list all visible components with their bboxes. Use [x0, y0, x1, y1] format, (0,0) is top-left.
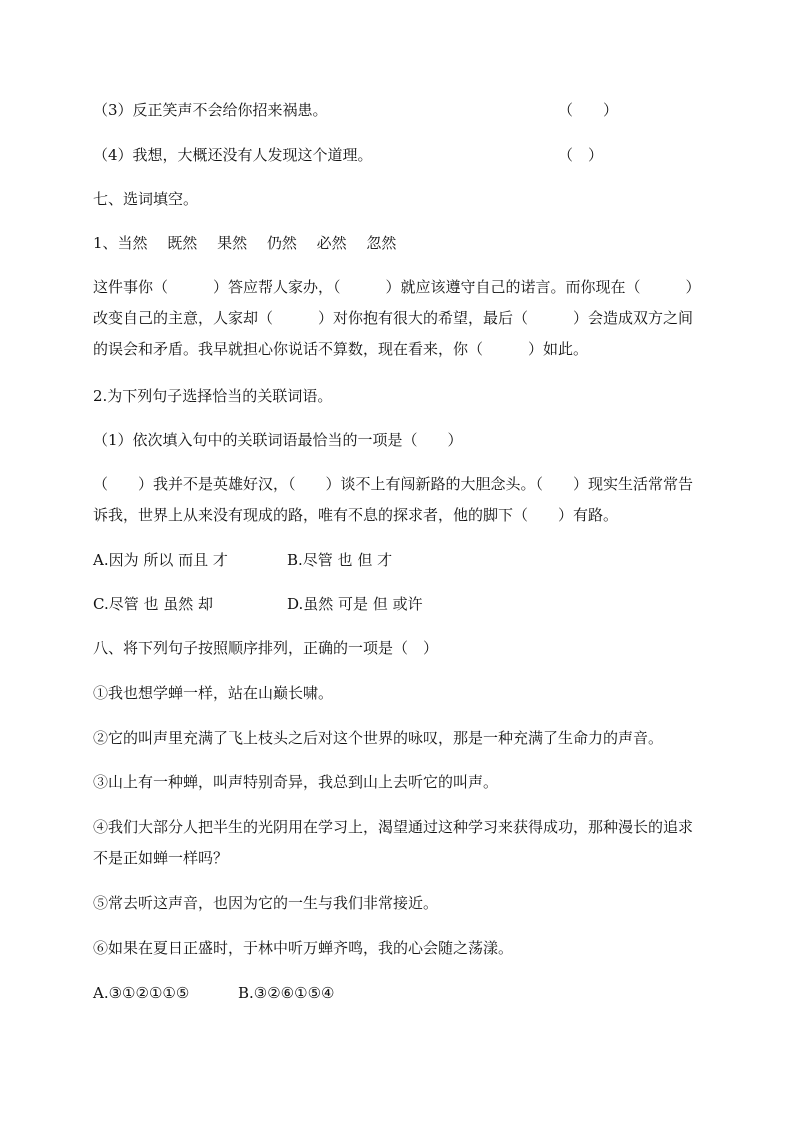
q8-sentence-1: ①我也想学蝉一样，站在山巅长啸。: [93, 684, 334, 702]
q8-sentence-2: ②它的叫声里充满了飞上枝头之后对这个世界的咏叹，那是一种充满了生命力的声音。: [93, 729, 664, 747]
q8-heading: 八、将下列句子按照顺序排列，正确的一项是（ ）: [93, 639, 439, 657]
q8-sentence-3: ③山上有一种蝉，叫声特别奇异，我总到山上去听它的叫声。: [93, 773, 499, 791]
q7-heading: 七、选词填空。: [93, 190, 199, 208]
q8-sentence-4: ④我们大部分人把半生的光阴用在学习上，渴望通过这种学习来获得成功，那种漫长的追求不是正如蝉一样吗？: [93, 818, 694, 867]
q6-item4: （4）我想，大概还没有人发现这个道理。: [93, 146, 373, 164]
q8-option-a: A.③①②①①⑤: [93, 984, 190, 1002]
q7-sub1-sentence: （ ）我并不是英雄好汉，（ ）谈不上有闯新路的大胆念头。（ ）现实生活常常告诉我，世界上从来没有现成的路，唯有不息的探求者，他的脚下（ ）有路。: [93, 475, 694, 524]
q6-item4-answer-blank: （ ）: [558, 146, 604, 164]
q7-part2-heading: 2.为下列句子选择恰当的关联词语。: [93, 387, 333, 405]
q8-sentence-5: ⑤常去听这声音，也因为它的一生与我们非常接近。: [93, 894, 439, 912]
q7-option-a: A.因为 所以 而且 才: [93, 551, 228, 569]
q7-sub1-question: （1）依次填入句中的关联词语最恰当的一项是（ ）: [93, 431, 463, 449]
q6-item3-answer-blank: （ ）: [558, 101, 619, 119]
q8-sentence-6: ⑥如果在夏日正盛时，于林中听万蝉齐鸣，我的心会随之荡漾。: [93, 939, 514, 957]
q8-option-b: B.③②⑥①⑤④: [238, 984, 335, 1002]
q7-word-bank: 1、当然 既然 果然 仍然 必然 忽然: [93, 234, 397, 252]
q7-option-d: D.虽然 可是 但 或许: [287, 595, 423, 613]
q7-fill-paragraph: 这件事你（ ）答应帮人家办，（ ）就应该遵守自己的诺言。而你现在（ ）改变自己的主意，人家却（ ）对你抱有很大的希望，最后（ ）会造成双方之间的误会和矛盾。我早就担心你说话不算数，现在看来，你（ ）如此。: [93, 278, 701, 358]
q7-option-c: C.尽管 也 虽然 却: [93, 595, 214, 613]
q7-option-b: B.尽管 也 但 才: [287, 551, 393, 569]
q6-item3: （3）反正笑声不会给你招来祸患。: [93, 101, 328, 119]
